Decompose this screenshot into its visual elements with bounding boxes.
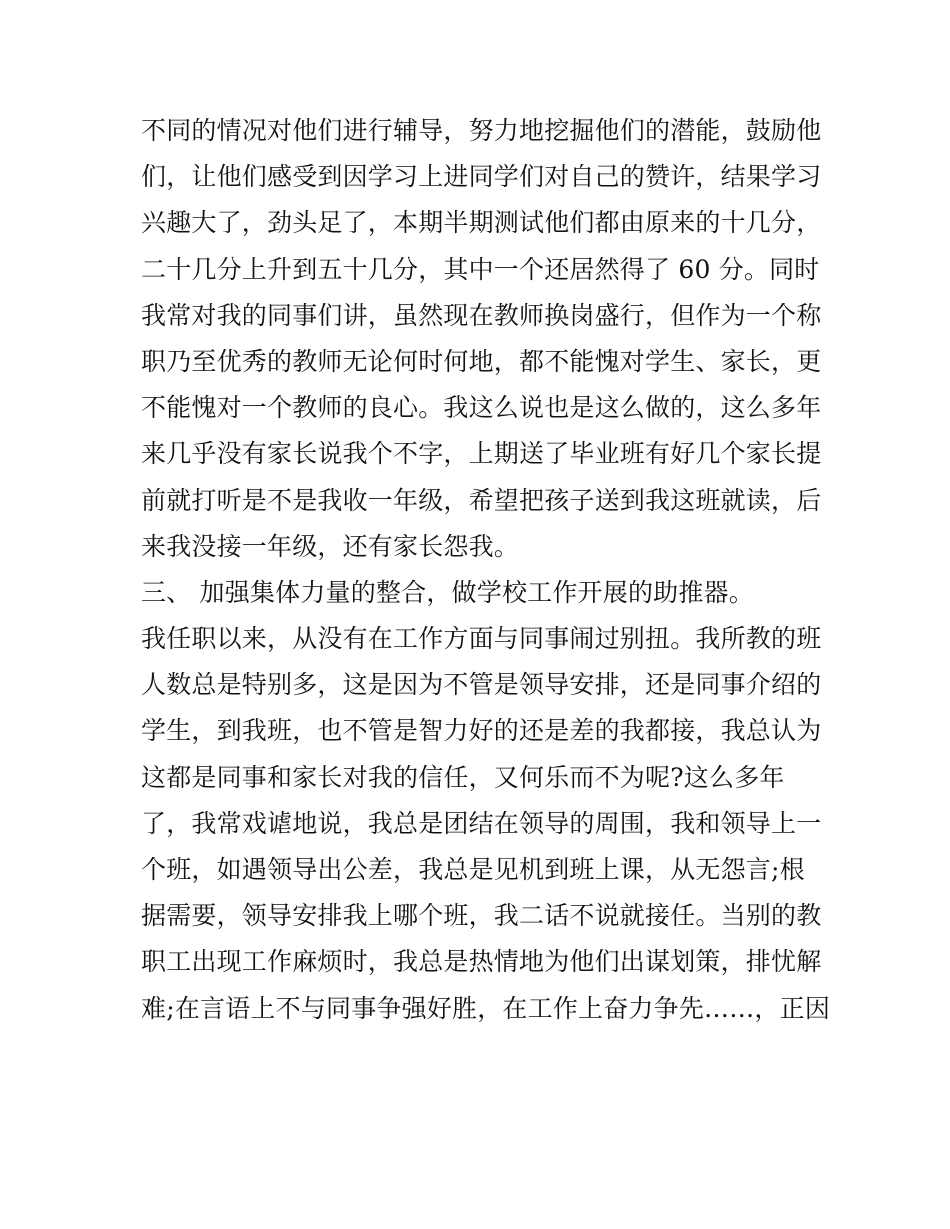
text-line: 不能愧对一个教师的良心。我这么说也是这么做的，这么多年 bbox=[141, 393, 822, 423]
text-line: 人数总是特别多，这是因为不管是领导安排，还是同事介绍的 bbox=[141, 670, 822, 700]
text-line: 我任职以来，从没有在工作方面与同事闹过别扭。我所教的班 bbox=[141, 624, 822, 654]
text-line: 二十几分上升到五十几分，其中一个还居然得了 60 分。同时 bbox=[141, 254, 820, 284]
text-line: 兴趣大了，劲头足了，本期半期测试他们都由原来的十几分， bbox=[141, 208, 822, 238]
document-body bbox=[141, 108, 831, 1032]
text-line: 据需要，领导安排我上哪个班，我二话不说就接任。当别的教 bbox=[141, 901, 822, 931]
text-line: 我常对我的同事们讲，虽然现在教师换岗盛行，但作为一个称 bbox=[141, 300, 822, 330]
text-line: 这都是同事和家长对我的信任，又何乐而不为呢?这么多年 bbox=[141, 762, 785, 792]
text-line: 来我没接一年级，还有家长怨我。 bbox=[141, 531, 520, 561]
text-line: 难;在言语上不与同事争强好胜，在工作上奋力争先……，正因 bbox=[141, 993, 831, 1023]
text-line: 职工出现工作麻烦时，我总是热情地为他们出谋划策，排忧解 bbox=[141, 947, 822, 977]
text-line: 个班，如遇领导出公差，我总是见机到班上课，从无怨言;根 bbox=[141, 855, 805, 884]
text-line: 们，让他们感受到因学习上进同学们对自己的赞许，结果学习 bbox=[141, 162, 822, 192]
text-line: 职乃至优秀的教师无论何时何地，都不能愧对学生、家长，更 bbox=[141, 346, 822, 376]
text-line: 不同的情况对他们进行辅导，努力地挖掘他们的潜能，鼓励他 bbox=[141, 116, 822, 145]
text-line: 学生，到我班，也不管是智力好的还是差的我都接，我总认为 bbox=[141, 716, 822, 746]
text-line: 前就打听是不是我收一年级，希望把孩子送到我这班就读，后 bbox=[141, 485, 822, 515]
text-line: 来几乎没有家长说我个不字，上期送了毕业班有好几个家长提 bbox=[141, 439, 822, 469]
section-heading: 三、 加强集体力量的整合，做学校工作开展的助推器。 bbox=[141, 577, 754, 607]
text-line: 了，我常戏谑地说，我总是团结在领导的周围，我和领导上一 bbox=[141, 808, 822, 838]
